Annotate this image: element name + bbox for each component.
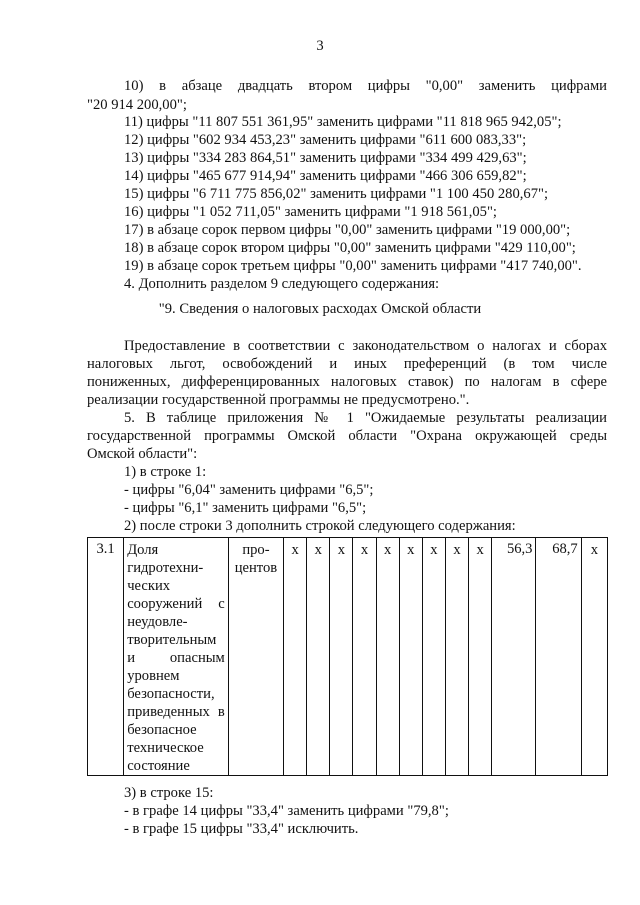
text-line: 5. В таблице приложения № 1 "Ожидаемые результаты реализации [124, 410, 607, 426]
unit-cell [228, 538, 283, 776]
value-cell: х [353, 538, 376, 776]
value-cell: 56,3 [492, 538, 536, 776]
value-cell: х [445, 538, 468, 776]
text-line: налоговых льгот, освобождений и иных преференций (в том числе [87, 356, 607, 372]
text-line: 1) в строке 1: [124, 464, 207, 480]
text-line: - цифры "6,1" заменить цифрами "6,5"; [124, 500, 367, 516]
unit-text: про-центов [234, 542, 278, 576]
row-number-cell: 3.1 [88, 538, 124, 776]
page-number: 3 [316, 38, 324, 54]
text-line: 17) в абзаце сорок первом цифры "0,00" заменить цифрами "19 000,00"; [124, 222, 571, 238]
text-line: Предоставление в соответствии с законодательством о налогах и сборах [124, 338, 607, 354]
text-line: 3) в строке 15: [124, 785, 214, 801]
text-line: пониженных, дифференцированных налоговых ставок) по налогам в сфере [87, 374, 607, 390]
text-line: 12) цифры "602 934 453,23" заменить цифрами "611 600 083,33"; [124, 132, 527, 148]
text-line: 13) цифры "334 283 864,51" заменить цифрами "334 499 429,63"; [124, 150, 527, 166]
indicator-text: Доля гидротехни-ческих сооружений с неудовле-творительным и опасным уровнем безопасности, приведенных в безопасное техническое состояние [127, 542, 225, 774]
text-line: 16) цифры "1 052 711,05" заменить цифрами "1 918 561,05"; [124, 204, 497, 220]
value-cell: х [376, 538, 399, 776]
text-line: - в графе 15 цифры "33,4" исключить. [124, 821, 359, 837]
text-line: 19) в абзаце сорок третьем цифры "0,00" заменить цифрами "417 740,00". [124, 258, 582, 274]
text-line: 4. Дополнить разделом 9 следующего содержания: [124, 276, 440, 292]
text-line: "20 914 200,00"; [87, 97, 187, 113]
text-line: Омской области": [87, 446, 198, 462]
text-line: - цифры "6,04" заменить цифрами "6,5"; [124, 482, 374, 498]
indicator-cell [124, 538, 229, 776]
text-line: реализации государственной программы не предусмотрено.". [87, 392, 470, 408]
value-cell: х [307, 538, 330, 776]
text-line: 10) в абзаце двадцать втором цифры "0,00" заменить цифрами [124, 78, 607, 94]
section-heading: "9. Сведения о налоговых расходах Омской области [158, 301, 482, 317]
value-cell: х [469, 538, 492, 776]
text-line: 11) цифры "11 807 551 361,95" заменить цифрами "11 818 965 942,05"; [124, 114, 562, 130]
text-line: государственной программы Омской области "Охрана окружающей среды [87, 428, 607, 444]
value-cell: х [284, 538, 307, 776]
value-cell: х [330, 538, 353, 776]
text-line: 15) цифры "6 711 775 856,02" заменить цифрами "1 100 450 280,67"; [124, 186, 549, 202]
text-line: 18) в абзаце сорок втором цифры "0,00" заменить цифрами "429 110,00"; [124, 240, 576, 256]
text-line: - в графе 14 цифры "33,4" заменить цифрами "79,8"; [124, 803, 449, 819]
text-line: 2) после строки 3 дополнить строкой следующего содержания: [124, 518, 516, 534]
inserted-row-table [87, 537, 608, 776]
value-cell: х [399, 538, 422, 776]
table-row [88, 538, 608, 776]
value-cell: х [422, 538, 445, 776]
text-line: 14) цифры "465 677 914,94" заменить цифрами "466 306 659,82"; [124, 168, 527, 184]
value-cell: 68,7 [536, 538, 581, 776]
value-cell: х [581, 538, 607, 776]
